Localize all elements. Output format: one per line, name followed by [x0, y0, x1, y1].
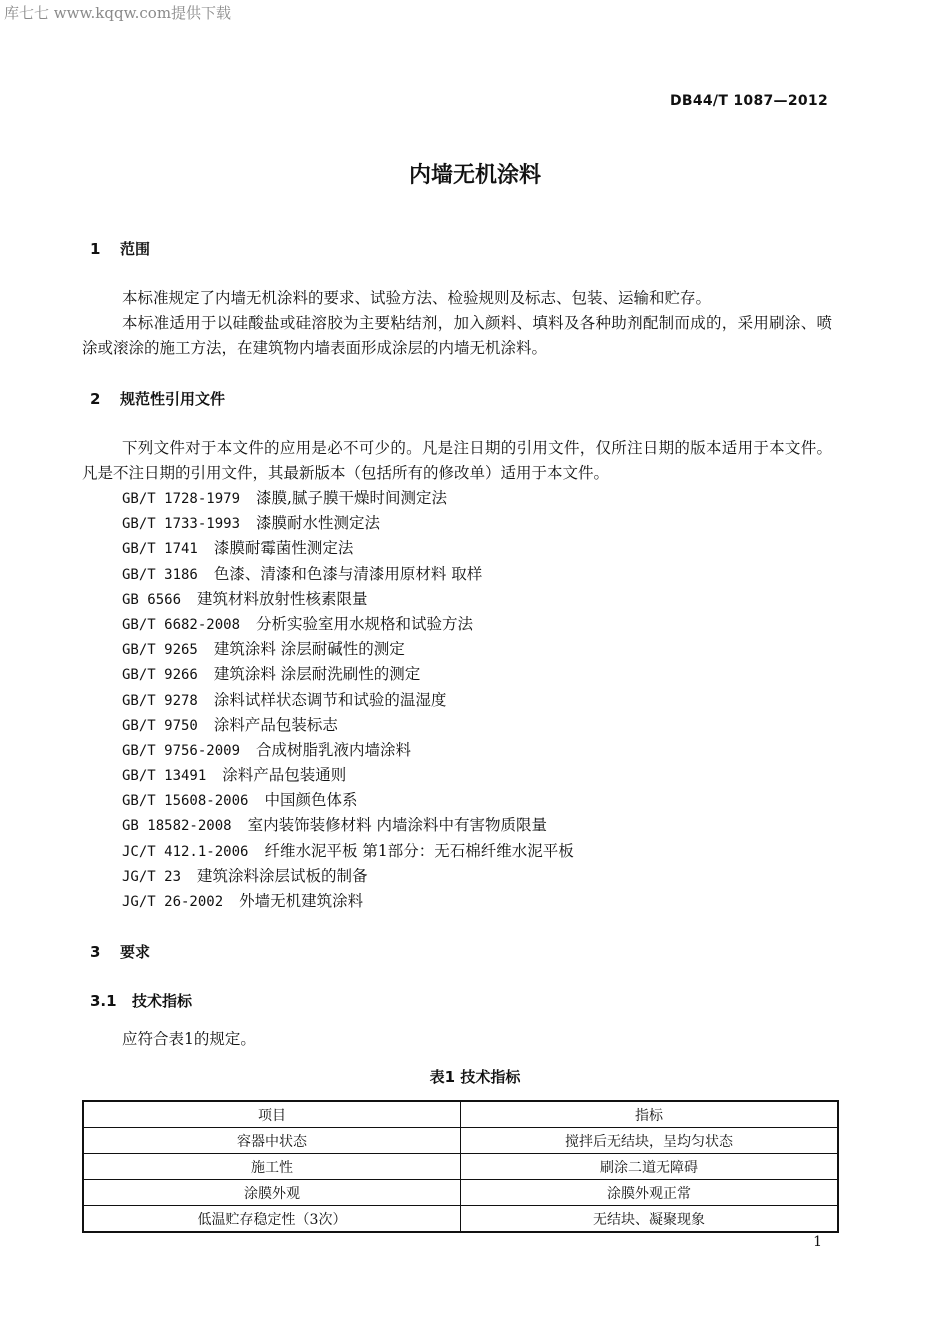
section-title: 规范性引用文件 [120, 390, 226, 408]
reference-title: 中国颜色体系 [264, 791, 358, 810]
reference-code: GB/T 9750 [122, 717, 198, 734]
table-caption: 表1 技术指标 [429, 1068, 521, 1086]
reference-title: 纤维水泥平板 第1部分：无石棉纤维水泥平板 [264, 841, 574, 860]
reference-title: 漆膜耐水性测定法 [256, 514, 381, 533]
document-code: DB44/T 1087—2012 [669, 93, 828, 109]
section-number: 3 [90, 943, 101, 961]
subsection-title: 技术指标 [132, 992, 193, 1010]
page-number: 1 [813, 1234, 822, 1250]
reference-code: GB 6566 [122, 591, 182, 608]
table-row [83, 1180, 838, 1206]
table-cell: 涂膜外观 [83, 1180, 461, 1206]
reference-list [122, 486, 574, 914]
reference-code: GB/T 1741 [122, 541, 198, 558]
list-item [122, 662, 574, 687]
table-cell: 刷涂二道无障碍 [461, 1154, 839, 1180]
table-row [83, 1206, 838, 1233]
technical-indicators-table [82, 1100, 839, 1233]
reference-title: 室内装饰装修材料 内墙涂料中有害物质限量 [247, 816, 548, 835]
subsection-heading-technical-indicators [90, 990, 192, 1011]
list-item [122, 688, 574, 713]
table-row [83, 1154, 838, 1180]
list-item [122, 562, 574, 587]
section-heading-scope [90, 238, 150, 259]
reference-title: 涂料产品包装标志 [213, 715, 338, 734]
scope-paragraph-2: 本标准适用于以硅酸盐或硅溶胶为主要粘结剂，加入颜料、填料及各种助剂配制而成的，采用刷涂、喷涂或滚涂的施工方法，在建筑物内墙表面形成涂层的内墙无机涂料。 [82, 314, 832, 357]
table-cell: 低温贮存稳定性（3次） [83, 1206, 461, 1233]
reference-title: 漆膜耐霉菌性测定法 [213, 539, 354, 558]
reference-title: 建筑涂料 涂层耐洗刷性的测定 [213, 665, 421, 684]
reference-title: 建筑涂料涂层试板的制备 [197, 866, 368, 885]
reference-title: 漆膜,腻子膜干燥时间测定法 [256, 489, 447, 507]
reference-code: GB/T 9278 [122, 692, 198, 709]
watermark: 库七七 www.kqqw.com提供下载 [4, 4, 232, 22]
reference-code: GB/T 9756-2009 [122, 742, 241, 759]
list-item [122, 839, 574, 864]
table-cell: 容器中状态 [83, 1128, 461, 1154]
reference-code: GB/T 15608-2006 [122, 793, 249, 810]
references-intro: 下列文件对于本文件的应用是必不可少的。凡是注日期的引用文件，仅所注日期的版本适用于本文件。凡是不注日期的引用文件，其最新版本（包括所有的修改单）适用于本文件。 [82, 439, 832, 482]
section-number: 2 [90, 390, 101, 408]
list-item [122, 889, 574, 914]
section-heading-references [90, 388, 225, 409]
reference-code: JC/T 412.1-2006 [122, 843, 249, 860]
section-title: 范围 [120, 240, 151, 258]
list-item [122, 637, 574, 662]
section-heading-requirements [90, 941, 150, 962]
list-item [122, 587, 574, 612]
reference-title: 合成树脂乳液内墙涂料 [256, 740, 412, 759]
reference-code: GB/T 1728-1979 [122, 491, 241, 507]
table-header-row [83, 1101, 838, 1128]
document-title: 内墙无机涂料 [408, 163, 541, 188]
reference-code: GB/T 6682-2008 [122, 616, 241, 633]
requirements-text: 应符合表1的规定。 [122, 1030, 256, 1048]
reference-code: GB 18582-2008 [122, 818, 232, 835]
list-item [122, 486, 574, 511]
table-row [83, 1128, 838, 1154]
list-item [122, 864, 574, 889]
reference-code: GB/T 1733-1993 [122, 516, 241, 533]
reference-title: 分析实验室用水规格和试验方法 [256, 614, 474, 633]
scope-paragraph-1: 本标准规定了内墙无机涂料的要求、试验方法、检验规则及标志、包装、运输和贮存。 [122, 289, 712, 307]
column-header-item: 项目 [83, 1101, 461, 1128]
reference-code: GB/T 3186 [122, 566, 198, 583]
list-item [122, 763, 574, 788]
list-item [122, 713, 574, 738]
reference-code: JG/T 23 [122, 868, 182, 885]
list-item [122, 536, 574, 561]
reference-title: 建筑材料放射性核素限量 [197, 589, 368, 608]
reference-title: 涂料试样状态调节和试验的温湿度 [213, 690, 447, 709]
table-cell: 施工性 [83, 1154, 461, 1180]
section-title: 要求 [120, 943, 151, 961]
list-item [122, 813, 574, 838]
table-cell: 无结块、凝聚现象 [461, 1206, 839, 1233]
section-number: 1 [90, 240, 101, 258]
table-cell: 涂膜外观正常 [461, 1180, 839, 1206]
list-item [122, 788, 574, 813]
reference-title: 建筑涂料 涂层耐碱性的测定 [213, 640, 405, 659]
reference-code: GB/T 13491 [122, 768, 207, 785]
column-header-indicator: 指标 [461, 1101, 839, 1128]
reference-code: GB/T 9266 [122, 667, 198, 684]
list-item [122, 738, 574, 763]
reference-code: GB/T 9265 [122, 642, 198, 659]
reference-title: 外墙无机建筑涂料 [239, 892, 364, 910]
subsection-number: 3.1 [90, 992, 117, 1010]
reference-title: 色漆、清漆和色漆与清漆用原材料 取样 [213, 564, 483, 583]
reference-title: 涂料产品包装通则 [222, 766, 347, 785]
list-item [122, 511, 574, 536]
reference-code: JG/T 26-2002 [122, 894, 224, 910]
list-item [122, 612, 574, 637]
table-cell: 搅拌后无结块，呈均匀状态 [461, 1128, 839, 1154]
